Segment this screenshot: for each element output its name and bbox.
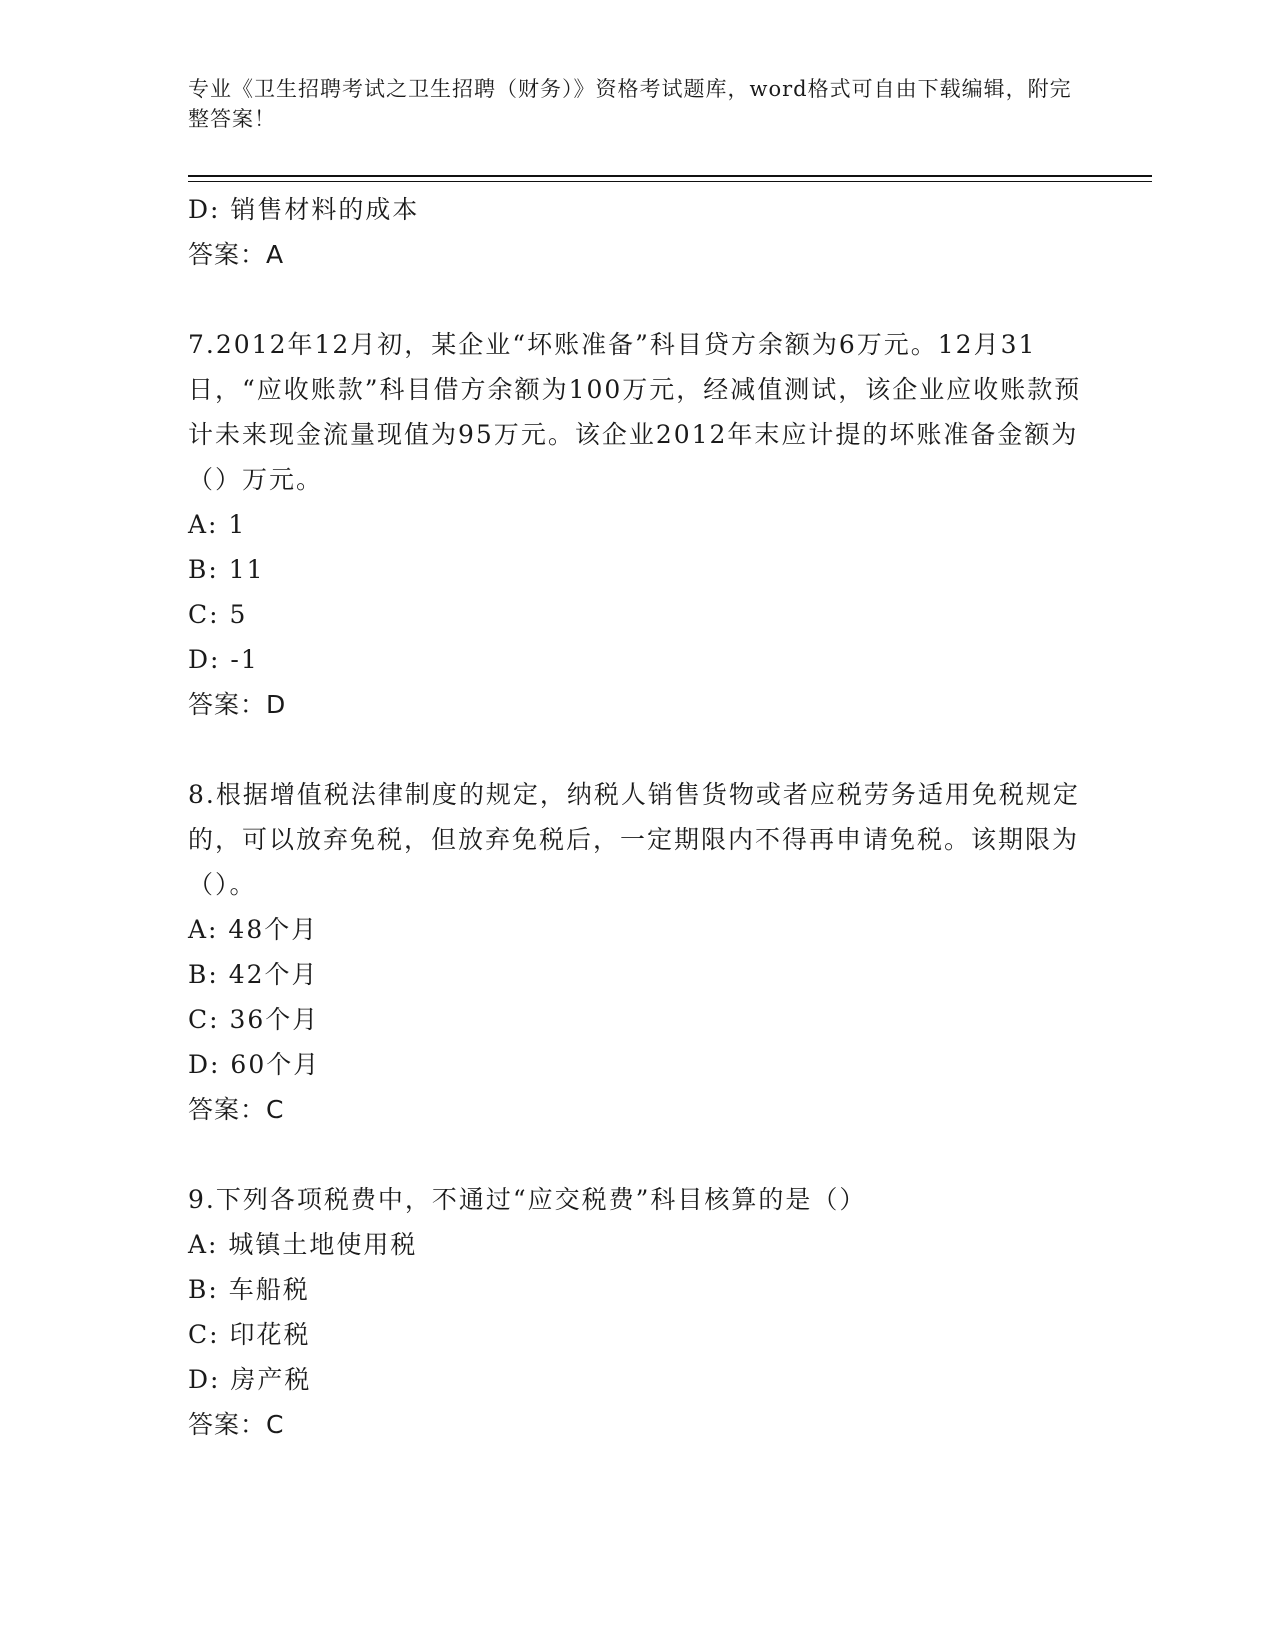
- option-b: B: 车船税: [188, 1275, 310, 1304]
- option-b: B: 11: [188, 555, 265, 584]
- question-9: [188, 1177, 1088, 1447]
- option-d: D: 房产税: [188, 1365, 312, 1394]
- option-d: D: -1: [188, 645, 259, 674]
- question-stem: 9.下列各项税费中，不通过“应交税费”科目核算的是（）: [188, 1185, 867, 1214]
- question-content: [188, 187, 1088, 1447]
- header-rule-thick: [188, 175, 1152, 177]
- question-stem: 8.根据增值税法律制度的规定，纳税人销售货物或者应税劳务适用免税规定的，可以放弃免税，但放弃免税后，一定期限内不得再申请免税。该期限为（）。: [188, 780, 1080, 899]
- question-stem: 7.2012年12月初，某企业“坏账准备”科目贷方余额为6万元。12月31日，“应收账款”科目借方余额为100万元，经减值测试，该企业应收账款预计未来现金流量现值为95万元。该企业2012年末应计提的坏账准备金额为（）万元。: [188, 330, 1082, 494]
- answer: 答案：C: [188, 1095, 285, 1124]
- option-c: C: 印花税: [188, 1320, 311, 1349]
- option-b: B: 42个月: [188, 960, 319, 989]
- option-a: A: 1: [188, 510, 247, 539]
- question-7: [188, 322, 1088, 727]
- page-header: 专业《卫生招聘考试之卫生招聘（财务）》资格考试题库，word格式可自由下载编辑，附完整答案！: [188, 77, 1072, 131]
- question-8: [188, 772, 1088, 1132]
- option-a: A: 城镇土地使用税: [188, 1230, 418, 1259]
- option-c: C: 5: [188, 600, 248, 629]
- option-d: D: 60个月: [188, 1050, 321, 1079]
- header-rule-thin: [188, 181, 1152, 182]
- option-c: C: 36个月: [188, 1005, 320, 1034]
- prev-option-d: D: 销售材料的成本: [188, 195, 420, 224]
- option-a: A: 48个月: [188, 915, 319, 944]
- answer: 答案：D: [188, 690, 287, 719]
- prev-answer: 答案：A: [188, 240, 285, 269]
- answer: 答案：C: [188, 1410, 285, 1439]
